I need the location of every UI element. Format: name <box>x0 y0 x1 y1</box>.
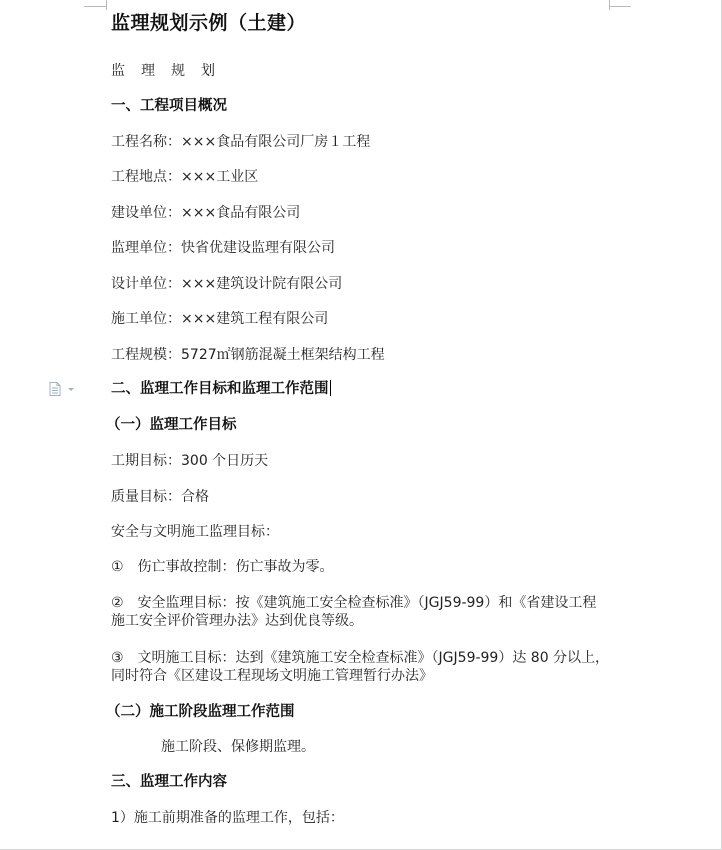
project-info-value: ×××食品有限公司 <box>181 205 301 221</box>
goal-item-1: ① 伤亡事故控制：伤亡事故为零。 <box>111 559 334 575</box>
project-info-label: 施工单位： <box>111 311 181 327</box>
goal-quality: 质量目标：合格 <box>111 489 209 505</box>
section-heading-2-text: 二、监理工作目标和监理工作范围 <box>111 381 329 397</box>
project-info-label: 监理单位： <box>111 240 181 256</box>
text-cursor <box>330 380 332 396</box>
project-info-designer <box>111 275 342 293</box>
goal-item-2-line-2: 施工安全评价管理办法》达到优良等级。 <box>111 613 363 629</box>
project-info-supervisor <box>111 239 335 257</box>
document-menu-icon[interactable] <box>49 381 79 395</box>
goal-safety-intro: 安全与文明施工监理目标： <box>111 524 279 540</box>
project-info-location <box>111 168 258 186</box>
section-3-item-1: 1）施工前期准备的监理工作，包括： <box>111 810 344 826</box>
section-heading-3: 三、监理工作内容 <box>111 774 227 790</box>
goal-item-3-line-1: ③ 文明施工目标：达到《建筑施工安全检查标准》（JGJ59-99）达 80 分以上， <box>111 650 610 666</box>
project-info-value: ×××建筑设计院有限公司 <box>181 276 343 292</box>
project-info-label: 工程名称： <box>111 134 181 150</box>
project-info-scale <box>111 346 385 364</box>
section-heading-2 <box>111 380 331 398</box>
project-info-value: ×××建筑工程有限公司 <box>181 311 329 327</box>
goal-item-3-line-2: 同时符合《区建设工程现场文明施工管理暂行办法》 <box>111 668 433 684</box>
project-info-label: 工程规模： <box>111 347 181 363</box>
project-info-contractor <box>111 310 328 328</box>
project-info-value: 快省优建设监理有限公司 <box>181 240 335 256</box>
crop-mark-top-left-vertical <box>84 0 107 10</box>
section-heading-1: 一、工程项目概况 <box>111 98 227 114</box>
goal-schedule: 工期目标：300 个日历天 <box>111 453 269 469</box>
project-info-name <box>111 133 370 151</box>
project-info-label: 设计单位： <box>111 276 181 292</box>
project-info-value: 5727㎡钢筋混凝土框架结构工程 <box>181 347 385 363</box>
project-info-value: ×××工业区 <box>181 169 259 185</box>
scope-text: 施工阶段、保修期监理。 <box>161 739 315 755</box>
project-info-value: ×××食品有限公司厂房１工程 <box>181 134 371 150</box>
subsection-heading-1: （一）监理工作目标 <box>106 417 237 433</box>
project-info-label: 工程地点： <box>111 169 181 185</box>
project-info-owner <box>111 204 300 222</box>
crop-mark-top-right-vertical <box>609 0 632 10</box>
goal-item-2-line-1: ② 安全监理目标：按《建筑施工安全检查标准》（JGJ59-99）和《省建设工程 <box>111 595 597 611</box>
document-subtitle: 监理规划 <box>111 63 231 79</box>
document-title: 监理规划示例（土建） <box>111 12 307 34</box>
subsection-heading-2: （二）施工阶段监理工作范围 <box>106 704 295 720</box>
project-info-label: 建设单位： <box>111 205 181 221</box>
